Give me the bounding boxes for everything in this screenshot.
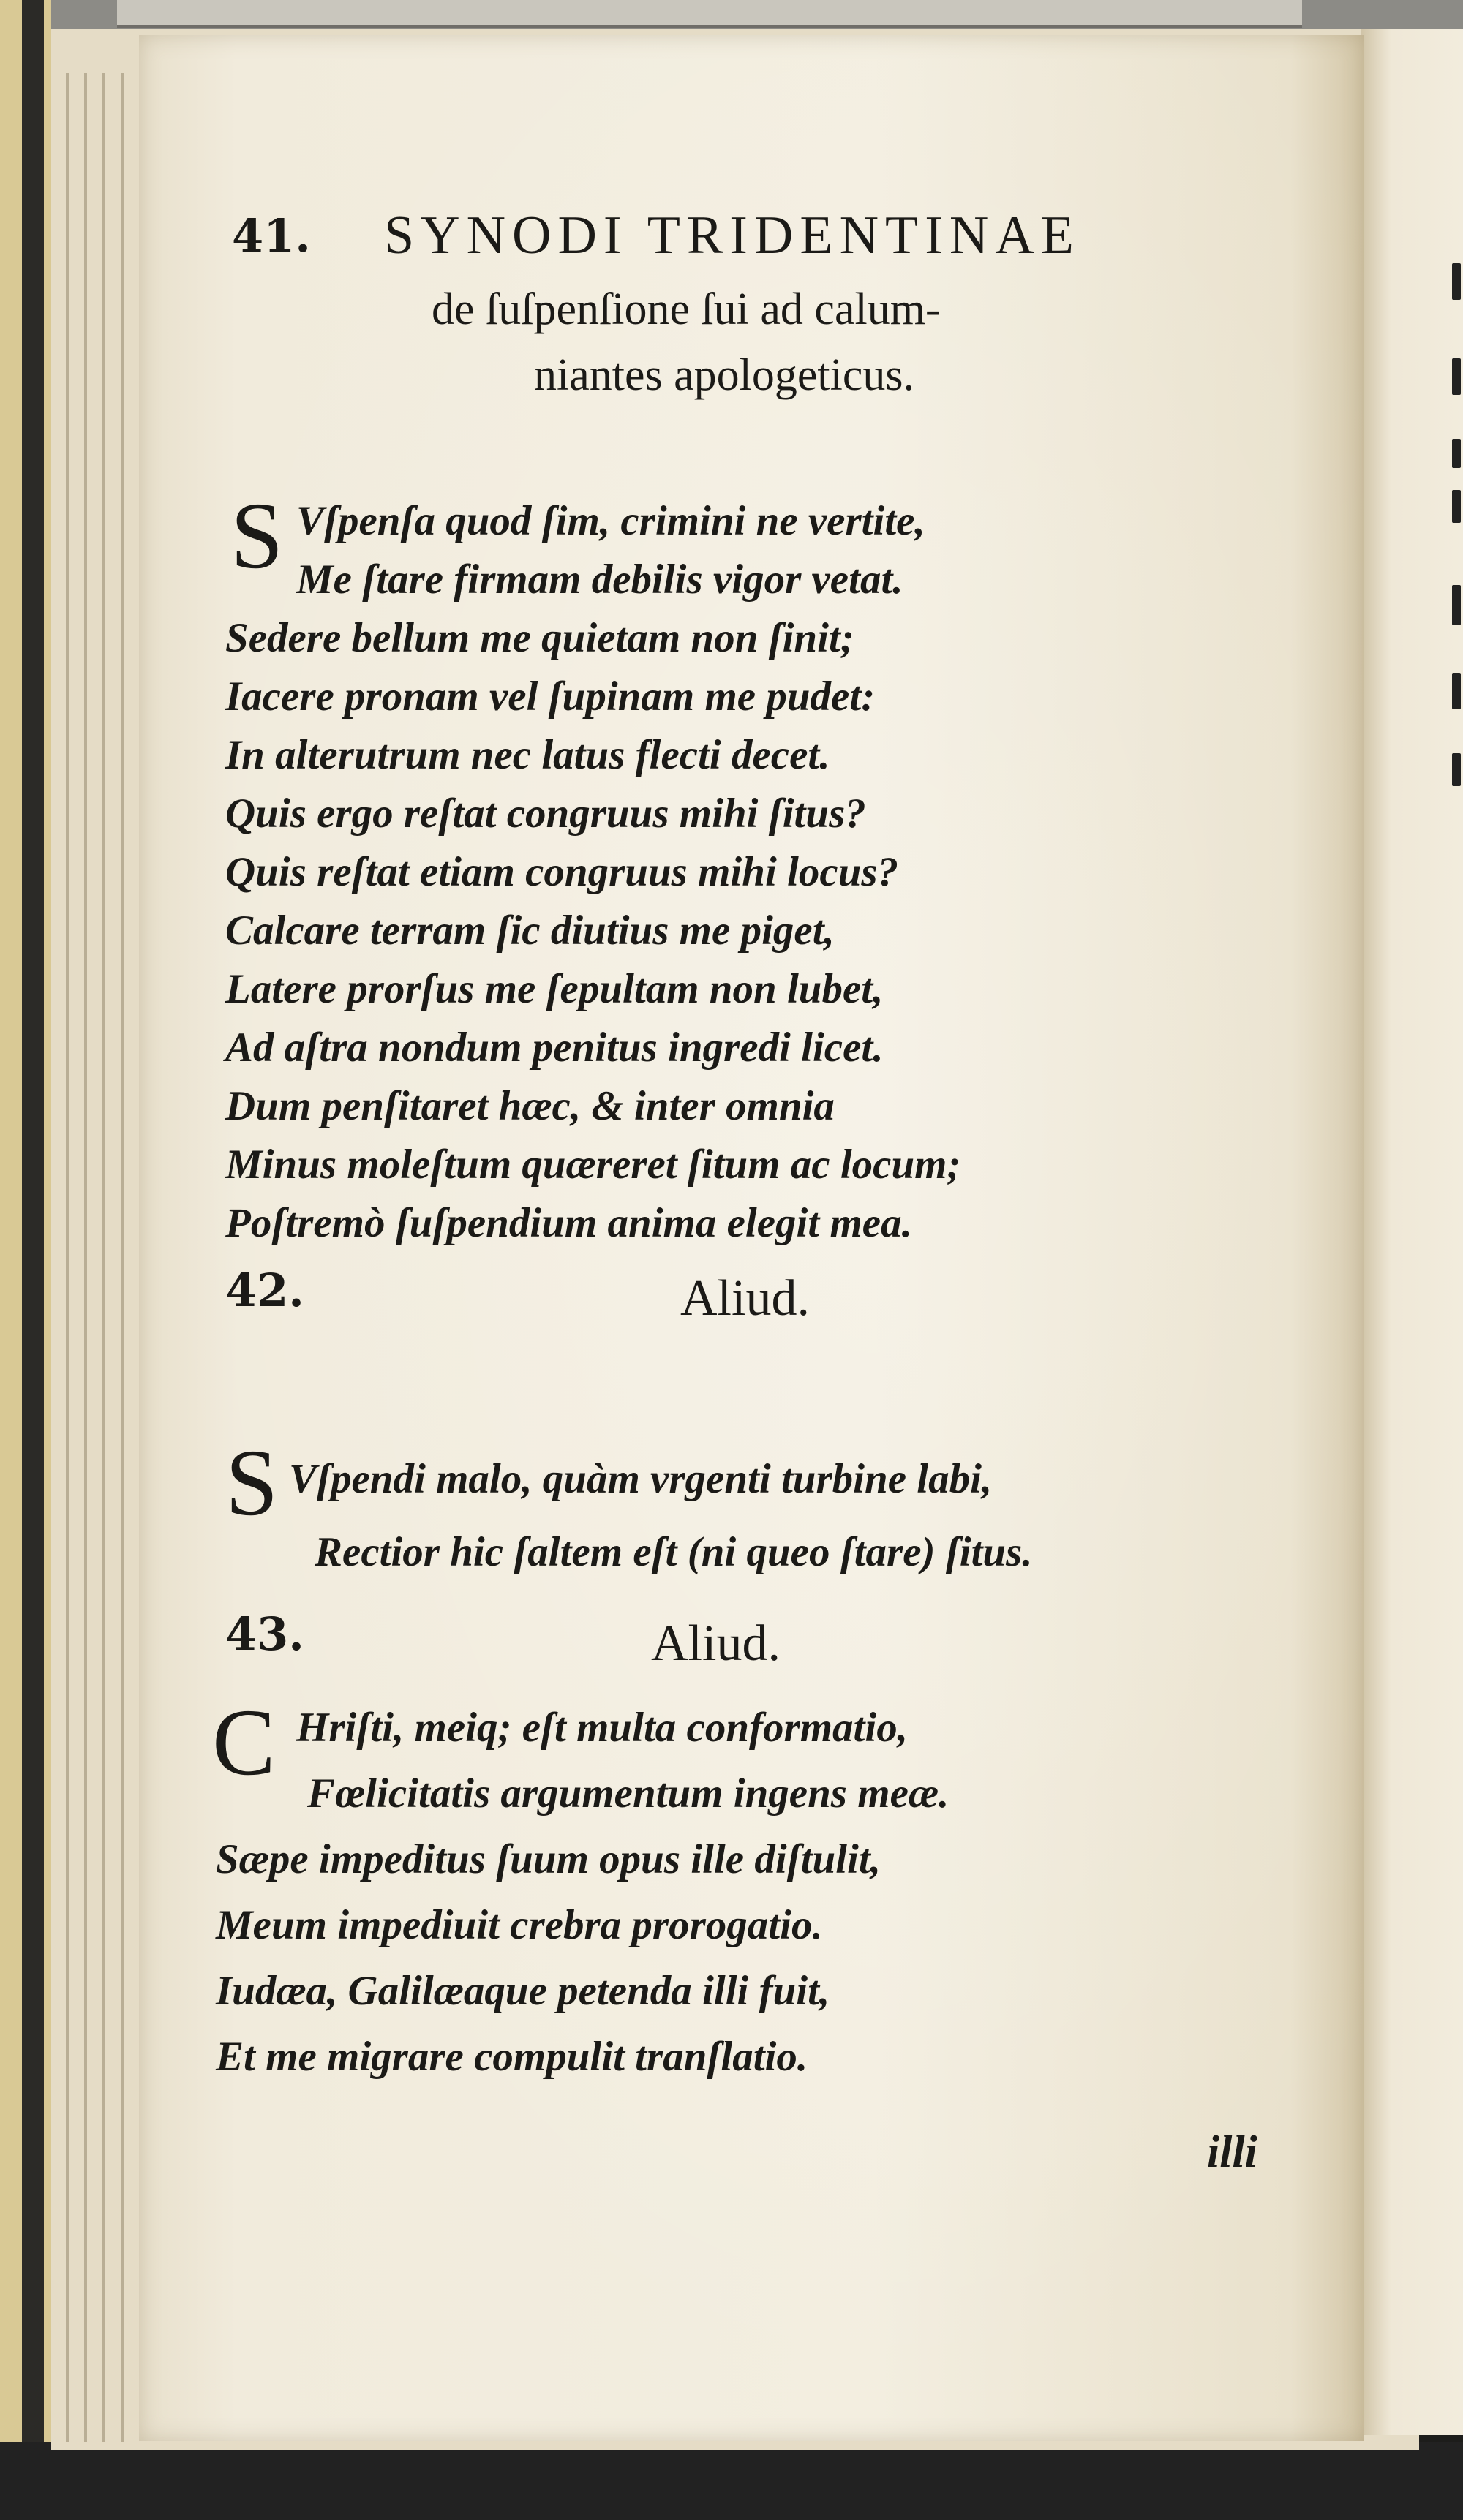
verse-line: Dum penſitaret hæc, & inter omnia — [225, 1083, 835, 1129]
book-page — [139, 35, 1364, 2441]
drop-cap-s: S — [230, 483, 284, 589]
drop-cap-c: C — [212, 1690, 276, 1795]
verse-line: Me ſtare firmam debilis vigor vetat. — [296, 557, 903, 603]
page-edge-line — [102, 73, 105, 2442]
poem-number-42: 42. — [225, 1264, 304, 1317]
verse-line: Ad aſtra nondum penitus ingredi licet. — [225, 1025, 884, 1071]
page-edge-line — [121, 73, 124, 2442]
verse-line: Quis ergo reſtat congruus mihi ſitus? — [225, 791, 866, 837]
facing-text-fragment — [1452, 673, 1461, 709]
poem-title-line-1: de ſuſpenſione ſui ad calum- — [432, 284, 941, 334]
backdrop-bottom — [0, 2442, 1463, 2520]
poem-42-title: Aliud. — [680, 1270, 810, 1327]
drop-cap-s: S — [225, 1430, 279, 1536]
verse-line: Latere prorſus me ſepultam non lubet, — [225, 966, 884, 1012]
verse-line: Iacere pronam vel ſupinam me pudet: — [225, 674, 876, 720]
verse-line: In alterutrum nec latus flecti decet. — [225, 732, 830, 778]
catchword: illi — [1207, 2127, 1257, 2177]
verse-line: Meum impediuit crebra prorogatio. — [216, 1902, 823, 1948]
verse-line: Minus moleſtum quæreret ſitum ac locum; — [225, 1142, 961, 1188]
verse-line: Sæpe impeditus ſuum opus ille diſtulit, — [216, 1836, 881, 1882]
verse-line: Calcare terram ſic diutius me piget, — [225, 908, 835, 954]
verse-line: Hriſti, meiq; eſt multa conformatio, — [296, 1705, 908, 1751]
running-title: SYNODI TRIDENTINAE — [384, 205, 1080, 265]
verse-line: Quis reſtat etiam congruus mihi locus? — [225, 849, 899, 895]
facing-text-fragment — [1452, 263, 1461, 300]
verse-line: Vſpenſa quod ſim, crimini ne vertite, — [296, 498, 925, 544]
facing-page-edge — [1361, 29, 1463, 2435]
verse-line: Rectior hic ſaltem eſt (ni queo ſtare) ſitus. — [315, 1529, 1033, 1575]
poem-43-title: Aliud. — [651, 1615, 781, 1672]
page-edge-line — [84, 73, 87, 2442]
poem-number-43: 43. — [225, 1607, 304, 1661]
verse-line: Iudæa, Galilæaque petenda illi fuit, — [216, 1968, 830, 2014]
facing-text-fragment — [1452, 490, 1461, 523]
page-edge-line — [66, 73, 69, 2442]
facing-text-fragment — [1452, 439, 1461, 468]
backdrop-strip — [117, 0, 1302, 28]
verse-line: Fœlicitatis argumentum ingens meæ. — [307, 1770, 949, 1817]
poem-title-line-2: niantes apologeticus. — [534, 350, 914, 400]
page-number: 41. — [232, 209, 311, 263]
verse-line: Sedere bellum me quietam non ſinit; — [225, 615, 854, 661]
verse-line: Poſtremò ſuſpendium anima elegit mea. — [225, 1200, 912, 1246]
facing-text-fragment — [1452, 358, 1461, 395]
verse-line: Et me migrare compulit tranſlatio. — [216, 2034, 808, 2080]
facing-text-fragment — [1452, 585, 1461, 625]
facing-text-fragment — [1452, 753, 1461, 786]
backdrop-left-shadow — [22, 0, 44, 2520]
verse-line: Vſpendi malo, quàm vrgenti turbine labi, — [289, 1456, 993, 1502]
